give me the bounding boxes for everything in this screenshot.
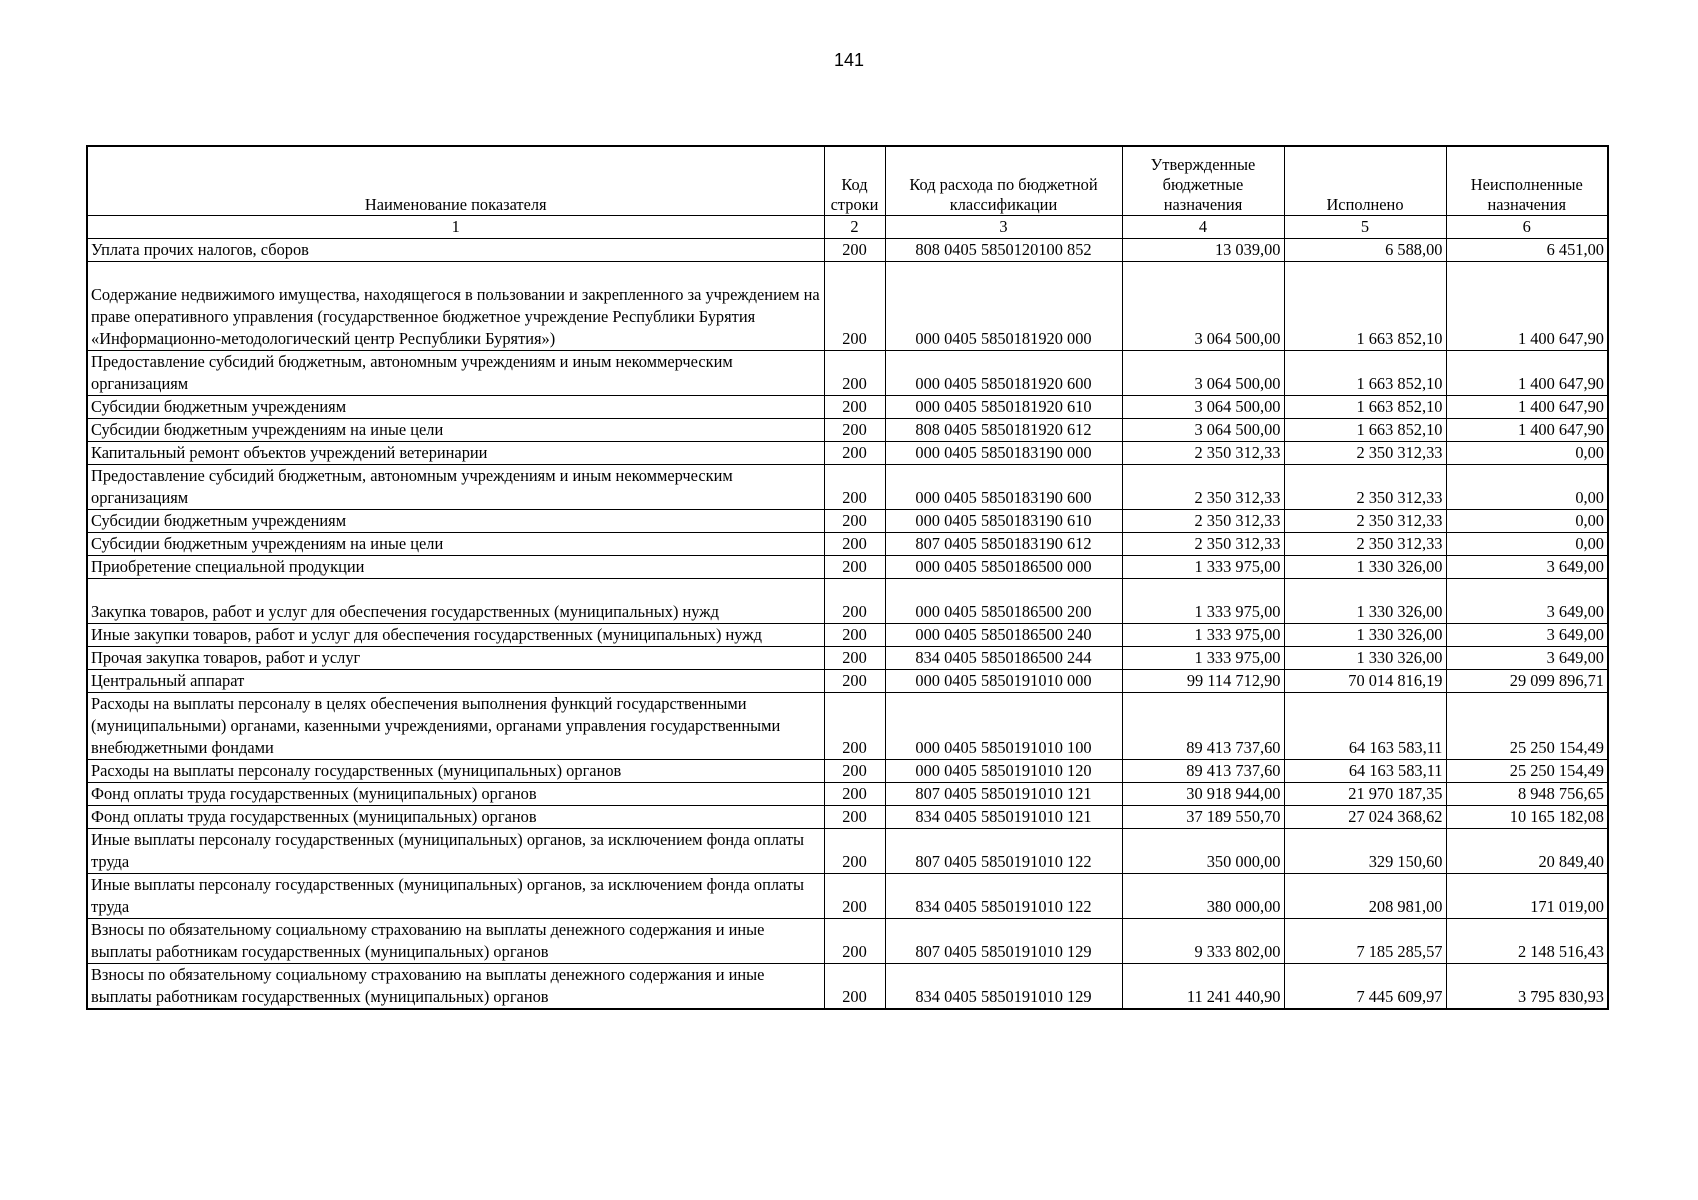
table-row xyxy=(87,874,1608,919)
table-row xyxy=(87,783,1608,806)
row-name: Предоставление субсидий бюджетным, автономным учреждениям и иным некоммерческим организациям xyxy=(87,351,824,396)
column-number: 3 xyxy=(885,216,1122,239)
row-executed: 2 350 312,33 xyxy=(1284,442,1446,465)
row-line-code: 200 xyxy=(824,442,885,465)
row-approved: 350 000,00 xyxy=(1122,829,1284,874)
row-approved: 2 350 312,33 xyxy=(1122,465,1284,510)
row-executed: 2 350 312,33 xyxy=(1284,510,1446,533)
row-line-code: 200 xyxy=(824,396,885,419)
row-unexecuted: 3 795 830,93 xyxy=(1446,964,1608,1010)
row-executed: 6 588,00 xyxy=(1284,239,1446,262)
row-unexecuted: 1 400 647,90 xyxy=(1446,419,1608,442)
row-approved: 89 413 737,60 xyxy=(1122,693,1284,760)
row-executed: 1 663 852,10 xyxy=(1284,419,1446,442)
row-line-code: 200 xyxy=(824,693,885,760)
row-approved: 1 333 975,00 xyxy=(1122,624,1284,647)
header-indicator-name: Наименование показателя xyxy=(87,146,824,216)
row-executed: 1 663 852,10 xyxy=(1284,351,1446,396)
row-approved: 1 333 975,00 xyxy=(1122,579,1284,624)
column-number: 2 xyxy=(824,216,885,239)
table-row xyxy=(87,239,1608,262)
row-unexecuted: 25 250 154,49 xyxy=(1446,693,1608,760)
table-row xyxy=(87,647,1608,670)
row-unexecuted: 29 099 896,71 xyxy=(1446,670,1608,693)
row-budget-code: 000 0405 5850181920 600 xyxy=(885,351,1122,396)
row-name: Иные закупки товаров, работ и услуг для обеспечения государственных (муниципальных) нужд xyxy=(87,624,824,647)
table-row xyxy=(87,351,1608,396)
row-budget-code: 834 0405 5850186500 244 xyxy=(885,647,1122,670)
row-budget-code: 000 0405 5850181920 000 xyxy=(885,262,1122,351)
header-unexecuted: Неисполненные назначения xyxy=(1446,146,1608,216)
row-line-code: 200 xyxy=(824,624,885,647)
column-number: 5 xyxy=(1284,216,1446,239)
table-row xyxy=(87,760,1608,783)
row-name: Фонд оплаты труда государственных (муниципальных) органов xyxy=(87,806,824,829)
row-approved: 1 333 975,00 xyxy=(1122,556,1284,579)
table-row xyxy=(87,579,1608,624)
row-name: Взносы по обязательному социальному страхованию на выплаты денежного содержания и иные выплаты работникам государственных (муниципальных) органов xyxy=(87,964,824,1010)
row-line-code: 200 xyxy=(824,919,885,964)
row-executed: 1 330 326,00 xyxy=(1284,624,1446,647)
table-row xyxy=(87,806,1608,829)
row-budget-code: 000 0405 5850191010 100 xyxy=(885,693,1122,760)
table-body xyxy=(87,239,1608,1010)
row-unexecuted: 3 649,00 xyxy=(1446,624,1608,647)
row-line-code: 200 xyxy=(824,670,885,693)
row-line-code: 200 xyxy=(824,533,885,556)
table-row xyxy=(87,262,1608,351)
table-row xyxy=(87,465,1608,510)
row-budget-code: 807 0405 5850191010 122 xyxy=(885,829,1122,874)
row-unexecuted: 0,00 xyxy=(1446,510,1608,533)
row-name: Прочая закупка товаров, работ и услуг xyxy=(87,647,824,670)
row-line-code: 200 xyxy=(824,465,885,510)
table-row xyxy=(87,533,1608,556)
table-row xyxy=(87,396,1608,419)
row-budget-code: 807 0405 5850183190 612 xyxy=(885,533,1122,556)
row-executed: 64 163 583,11 xyxy=(1284,760,1446,783)
header-budget-code: Код расхода по бюджетной классификации xyxy=(885,146,1122,216)
row-unexecuted: 0,00 xyxy=(1446,442,1608,465)
row-budget-code: 000 0405 5850186500 200 xyxy=(885,579,1122,624)
column-number: 1 xyxy=(87,216,824,239)
row-line-code: 200 xyxy=(824,829,885,874)
row-name: Содержание недвижимого имущества, находящегося в пользовании и закрепленного за учреждением на праве оперативного управления (государственное бюджетное учреждение Республики Бурятия «Информационно-методологический центр Республики Бурятия») xyxy=(87,262,824,351)
row-name: Центральный аппарат xyxy=(87,670,824,693)
row-budget-code: 000 0405 5850183190 610 xyxy=(885,510,1122,533)
row-name: Приобретение специальной продукции xyxy=(87,556,824,579)
row-line-code: 200 xyxy=(824,579,885,624)
row-budget-code: 834 0405 5850191010 121 xyxy=(885,806,1122,829)
row-name: Иные выплаты персоналу государственных (муниципальных) органов, за исключением фонда оплаты труда xyxy=(87,829,824,874)
row-approved: 9 333 802,00 xyxy=(1122,919,1284,964)
row-name: Иные выплаты персоналу государственных (муниципальных) органов, за исключением фонда оплаты труда xyxy=(87,874,824,919)
expenditure-table xyxy=(86,145,1609,1010)
row-executed: 1 330 326,00 xyxy=(1284,556,1446,579)
table-row xyxy=(87,829,1608,874)
table-row xyxy=(87,693,1608,760)
row-unexecuted: 25 250 154,49 xyxy=(1446,760,1608,783)
row-line-code: 200 xyxy=(824,351,885,396)
row-executed: 1 330 326,00 xyxy=(1284,579,1446,624)
row-executed: 329 150,60 xyxy=(1284,829,1446,874)
table-row xyxy=(87,419,1608,442)
row-unexecuted: 3 649,00 xyxy=(1446,556,1608,579)
row-budget-code: 000 0405 5850186500 240 xyxy=(885,624,1122,647)
table-row xyxy=(87,624,1608,647)
row-line-code: 200 xyxy=(824,262,885,351)
header-approved: Утвержденные бюджетные назначения xyxy=(1122,146,1284,216)
row-approved: 11 241 440,90 xyxy=(1122,964,1284,1010)
row-name: Расходы на выплаты персоналу государственных (муниципальных) органов xyxy=(87,760,824,783)
row-name: Субсидии бюджетным учреждениям xyxy=(87,396,824,419)
header-row xyxy=(87,146,1608,216)
row-name: Капитальный ремонт объектов учреждений ветеринарии xyxy=(87,442,824,465)
row-executed: 64 163 583,11 xyxy=(1284,693,1446,760)
column-number: 4 xyxy=(1122,216,1284,239)
table-row xyxy=(87,510,1608,533)
row-executed: 1 663 852,10 xyxy=(1284,262,1446,351)
row-executed: 7 445 609,97 xyxy=(1284,964,1446,1010)
row-line-code: 200 xyxy=(824,964,885,1010)
row-unexecuted: 3 649,00 xyxy=(1446,579,1608,624)
row-executed: 70 014 816,19 xyxy=(1284,670,1446,693)
row-executed: 2 350 312,33 xyxy=(1284,533,1446,556)
row-budget-code: 000 0405 5850183190 600 xyxy=(885,465,1122,510)
row-budget-code: 000 0405 5850186500 000 xyxy=(885,556,1122,579)
row-budget-code: 000 0405 5850191010 000 xyxy=(885,670,1122,693)
row-budget-code: 834 0405 5850191010 129 xyxy=(885,964,1122,1010)
table-row xyxy=(87,919,1608,964)
column-number: 6 xyxy=(1446,216,1608,239)
row-budget-code: 807 0405 5850191010 129 xyxy=(885,919,1122,964)
row-approved: 2 350 312,33 xyxy=(1122,442,1284,465)
row-executed: 27 024 368,62 xyxy=(1284,806,1446,829)
table-row xyxy=(87,442,1608,465)
row-name: Уплата прочих налогов, сборов xyxy=(87,239,824,262)
row-unexecuted: 20 849,40 xyxy=(1446,829,1608,874)
row-approved: 99 114 712,90 xyxy=(1122,670,1284,693)
row-line-code: 200 xyxy=(824,647,885,670)
row-budget-code: 000 0405 5850183190 000 xyxy=(885,442,1122,465)
row-unexecuted: 1 400 647,90 xyxy=(1446,351,1608,396)
row-line-code: 200 xyxy=(824,760,885,783)
row-name: Субсидии бюджетным учреждениям на иные цели xyxy=(87,533,824,556)
row-approved: 3 064 500,00 xyxy=(1122,262,1284,351)
row-unexecuted: 0,00 xyxy=(1446,533,1608,556)
row-approved: 3 064 500,00 xyxy=(1122,351,1284,396)
row-approved: 1 333 975,00 xyxy=(1122,647,1284,670)
row-unexecuted: 3 649,00 xyxy=(1446,647,1608,670)
row-line-code: 200 xyxy=(824,510,885,533)
row-approved: 380 000,00 xyxy=(1122,874,1284,919)
row-budget-code: 808 0405 5850120100 852 xyxy=(885,239,1122,262)
row-executed: 21 970 187,35 xyxy=(1284,783,1446,806)
row-budget-code: 808 0405 5850181920 612 xyxy=(885,419,1122,442)
row-budget-code: 000 0405 5850191010 120 xyxy=(885,760,1122,783)
row-approved: 30 918 944,00 xyxy=(1122,783,1284,806)
row-name: Закупка товаров, работ и услуг для обеспечения государственных (муниципальных) нужд xyxy=(87,579,824,624)
row-line-code: 200 xyxy=(824,239,885,262)
page-number: 141 xyxy=(833,50,865,70)
row-line-code: 200 xyxy=(824,874,885,919)
row-approved: 2 350 312,33 xyxy=(1122,510,1284,533)
row-budget-code: 807 0405 5850191010 121 xyxy=(885,783,1122,806)
row-unexecuted: 6 451,00 xyxy=(1446,239,1608,262)
row-unexecuted: 0,00 xyxy=(1446,465,1608,510)
table-row xyxy=(87,556,1608,579)
row-unexecuted: 1 400 647,90 xyxy=(1446,396,1608,419)
row-approved: 3 064 500,00 xyxy=(1122,396,1284,419)
row-name: Взносы по обязательному социальному страхованию на выплаты денежного содержания и иные выплаты работникам государственных (муниципальных) органов xyxy=(87,919,824,964)
row-approved: 3 064 500,00 xyxy=(1122,419,1284,442)
row-line-code: 200 xyxy=(824,556,885,579)
row-approved: 89 413 737,60 xyxy=(1122,760,1284,783)
row-name: Субсидии бюджетным учреждениям на иные цели xyxy=(87,419,824,442)
row-name: Предоставление субсидий бюджетным, автономным учреждениям и иным некоммерческим организациям xyxy=(87,465,824,510)
row-approved: 37 189 550,70 xyxy=(1122,806,1284,829)
row-line-code: 200 xyxy=(824,783,885,806)
row-line-code: 200 xyxy=(824,806,885,829)
row-executed: 2 350 312,33 xyxy=(1284,465,1446,510)
row-unexecuted: 8 948 756,65 xyxy=(1446,783,1608,806)
row-line-code: 200 xyxy=(824,419,885,442)
column-number-row xyxy=(87,216,1608,239)
row-name: Фонд оплаты труда государственных (муниципальных) органов xyxy=(87,783,824,806)
row-approved: 2 350 312,33 xyxy=(1122,533,1284,556)
row-budget-code: 000 0405 5850181920 610 xyxy=(885,396,1122,419)
row-unexecuted: 2 148 516,43 xyxy=(1446,919,1608,964)
row-executed: 1 663 852,10 xyxy=(1284,396,1446,419)
row-unexecuted: 10 165 182,08 xyxy=(1446,806,1608,829)
row-name: Расходы на выплаты персоналу в целях обеспечения выполнения функций государственными (муниципальными) органами, казенными учреждениями, органами управления государственными внебюджетными фондами xyxy=(87,693,824,760)
row-unexecuted: 1 400 647,90 xyxy=(1446,262,1608,351)
row-name: Субсидии бюджетным учреждениям xyxy=(87,510,824,533)
table-row xyxy=(87,670,1608,693)
header-line-code: Код строки xyxy=(824,146,885,216)
row-budget-code: 834 0405 5850191010 122 xyxy=(885,874,1122,919)
row-executed: 7 185 285,57 xyxy=(1284,919,1446,964)
header-executed: Исполнено xyxy=(1284,146,1446,216)
row-approved: 13 039,00 xyxy=(1122,239,1284,262)
row-executed: 208 981,00 xyxy=(1284,874,1446,919)
row-executed: 1 330 326,00 xyxy=(1284,647,1446,670)
row-unexecuted: 171 019,00 xyxy=(1446,874,1608,919)
table-row xyxy=(87,964,1608,1010)
